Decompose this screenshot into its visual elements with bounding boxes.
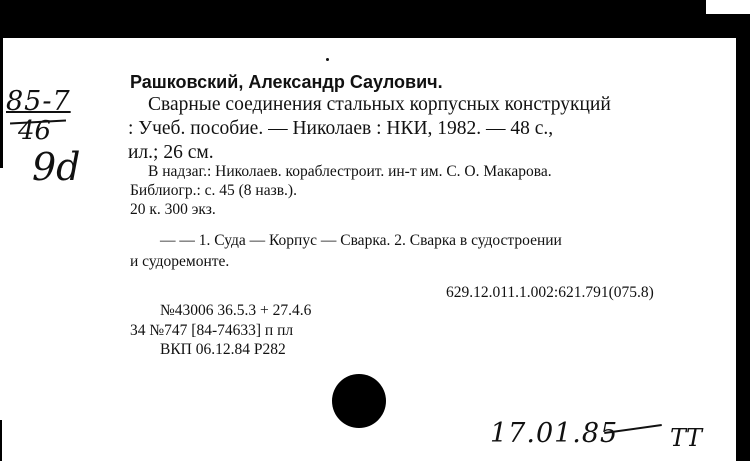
card-imprint-line-1: №43006 36.5.3 + 27.4.6 xyxy=(160,302,312,319)
card-note-header: В надзаг.: Николаев. кораблестроит. ин-т им. С. О. Макарова. xyxy=(148,163,552,180)
card-title-line-1: Сварные соединения стальных корпусных конструкций xyxy=(148,94,611,115)
card-author: Рашковский, Александр Саулович. xyxy=(130,72,443,92)
ink-speck xyxy=(326,58,329,61)
handwritten-mark: ТТ xyxy=(670,424,703,452)
punch-hole xyxy=(332,374,386,428)
card-subjects-line-1: — — 1. Суда — Корпус — Сварка. 2. Сварка в судостроении xyxy=(160,232,562,249)
card-note-price-run: 20 к. 300 экз. xyxy=(130,201,216,218)
shelfmark-line-3: 9d xyxy=(32,145,81,189)
card-subjects-line-2: и судоремонте. xyxy=(130,253,230,270)
card-title-line-2: : Учеб. пособие. — Николаев : НКИ, 1982. — 48 с., xyxy=(128,118,554,139)
card-imprint-line-2: 34 №747 [84-74633] п пл xyxy=(130,322,294,339)
shelfmark-line-1: 85-7 xyxy=(6,86,71,117)
shelfmark-line-2: 46 xyxy=(18,116,52,146)
card-note-bibliography: Библиогр.: с. 45 (8 назв.). xyxy=(130,182,297,199)
card-udc: 629.12.011.1.002:621.791(075.8) xyxy=(446,284,654,301)
card-imprint-line-3: ВКП 06.12.84 Р282 xyxy=(160,341,286,358)
handwritten-date: 17.01.85 xyxy=(490,418,619,449)
card-title-line-3: ил.; 26 см. xyxy=(128,142,214,163)
